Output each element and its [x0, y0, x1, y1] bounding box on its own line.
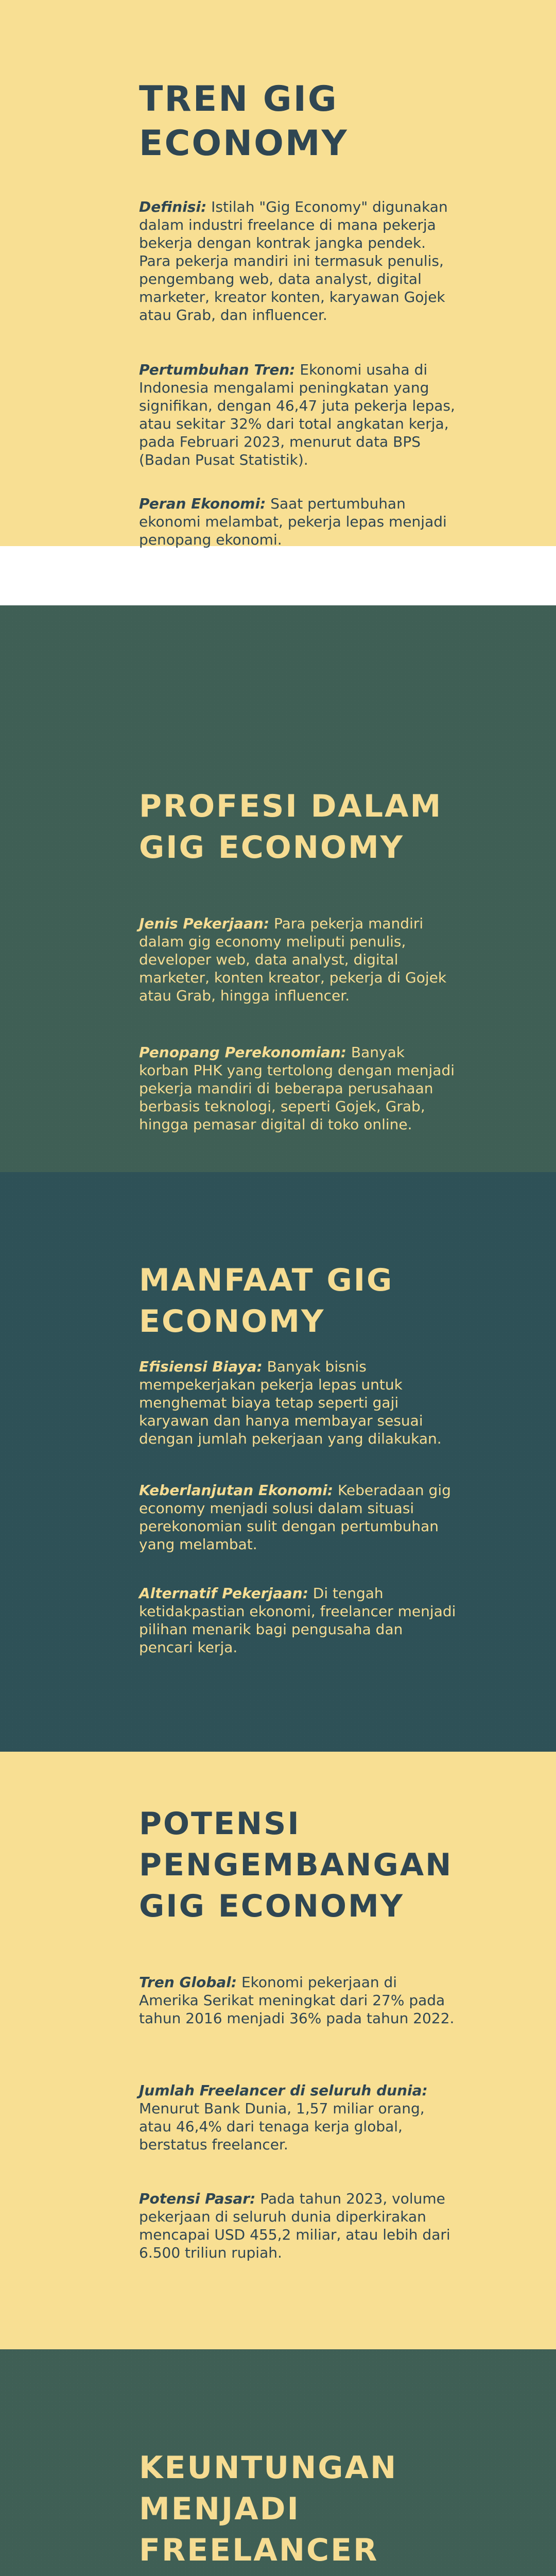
paragraph-alternatif [139, 1584, 458, 1656]
section-profesi [0, 605, 556, 1172]
text: Pada tahun 2023, volume pekerjaan di seluruh dunia diperkirakan mencapai USD 455,2 miliar, atau lebih dari 6.500 triliun rupiah. [139, 2190, 450, 2261]
text: Banyak bisnis mempekerjakan pekerja lepas untuk menghemat biaya tetap seperti gaji karyawan dan hanya membayar sesuai dengan jumlah pekerjaan yang dilakukan. [139, 1358, 442, 1447]
label: Definisi: [139, 198, 207, 215]
section-title: POTENSI PENGEMBANGAN GIG ECONOMY [139, 1806, 453, 1924]
text: Banyak korban PHK yang tertolong dengan menjadi pekerja mandiri di beberapa perusahaan berbasis teknologi, seperti Gojek, Grab, hingga pemasar digital di toko online. [139, 1044, 455, 1133]
paragraph-penopang [139, 1043, 458, 1133]
section-title: KEUNTUNGAN MENJADI FREELANCER [139, 2450, 398, 2568]
text: Keberadaan gig economy menjadi solusi dalam situasi perekonomian sulit dengan pertumbuhan yang melambat. [139, 1482, 451, 1553]
label: Jumlah Freelancer di seluruh dunia: [139, 2082, 428, 2099]
label: Pertumbuhan Tren: [139, 361, 296, 378]
label: Jenis Pekerjaan: [139, 915, 270, 932]
text: Ekonomi usaha di Indonesia mengalami peningkatan yang signifikan, dengan 46,47 juta pekerja lepas, atau sekitar 32% dari total angkatan kerja, pada Februari 2023, menurut data BPS (Badan Pusat Statistik). [139, 361, 455, 468]
paragraph-keberlanjutan [139, 1481, 458, 1553]
text: Di tengah ketidakpastian ekonomi, freelancer menjadi pilihan menarik bagi pengusaha dan pencari kerja. [139, 1585, 456, 1656]
label: Tren Global: [139, 1974, 237, 1991]
paragraph-jumlah [139, 2081, 458, 2154]
section-tren [0, 0, 556, 546]
paragraph-global [139, 1973, 458, 2027]
section-title: PROFESI DALAM GIG ECONOMY [139, 788, 443, 866]
paragraph-peran [139, 495, 458, 549]
paragraph-pasar [139, 2190, 458, 2262]
text: Istilah "Gig Economy" digunakan dalam industri freelance di mana pekerja bekerja dengan kontrak jangka pendek. Para pekerja mandiri ini termasuk penulis, pengembang web, data analyst, digital marketer, kreator konten, karyawan Gojek atau Grab, dan influencer. [139, 198, 448, 324]
section-title: TREN GIG ECONOMY [139, 79, 349, 164]
section-potensi [0, 1752, 556, 2349]
texture [0, 1172, 556, 1752]
label: Peran Ekonomi: [139, 495, 266, 512]
section-title: MANFAAT GIG ECONOMY [139, 1262, 394, 1340]
label: Penopang Perekonomian: [139, 1044, 346, 1061]
label: Alternatif Pekerjaan: [139, 1585, 308, 1602]
text: Ekonomi pekerjaan di Amerika Serikat meningkat dari 27% pada tahun 2016 menjadi 36% pada tahun 2022. [139, 1974, 455, 2027]
paragraph-pertumbuhan [139, 361, 458, 469]
label: Potensi Pasar: [139, 2190, 256, 2207]
section-manfaat [0, 1172, 556, 1752]
text: Para pekerja mandiri dalam gig economy meliputi penulis, developer web, data analyst, digital marketer, konten kreator, pekerja di Gojek atau Grab, hingga influencer. [139, 915, 447, 1004]
paragraph-jenis [139, 914, 458, 1005]
section-keuntungan [0, 2349, 556, 2576]
paragraph-efisiensi [139, 1358, 458, 1448]
label: Efisiensi Biaya: [139, 1358, 263, 1375]
text: Saat pertumbuhan ekonomi melambat, pekerja lepas menjadi penopang ekonomi. [139, 495, 447, 548]
label: Keberlanjutan Ekonomi: [139, 1482, 334, 1499]
paragraph-definisi [139, 198, 458, 324]
text: Menurut Bank Dunia, 1,57 miliar orang, atau 46,4% dari tenaga kerja global, berstatus freelancer. [139, 2100, 425, 2153]
